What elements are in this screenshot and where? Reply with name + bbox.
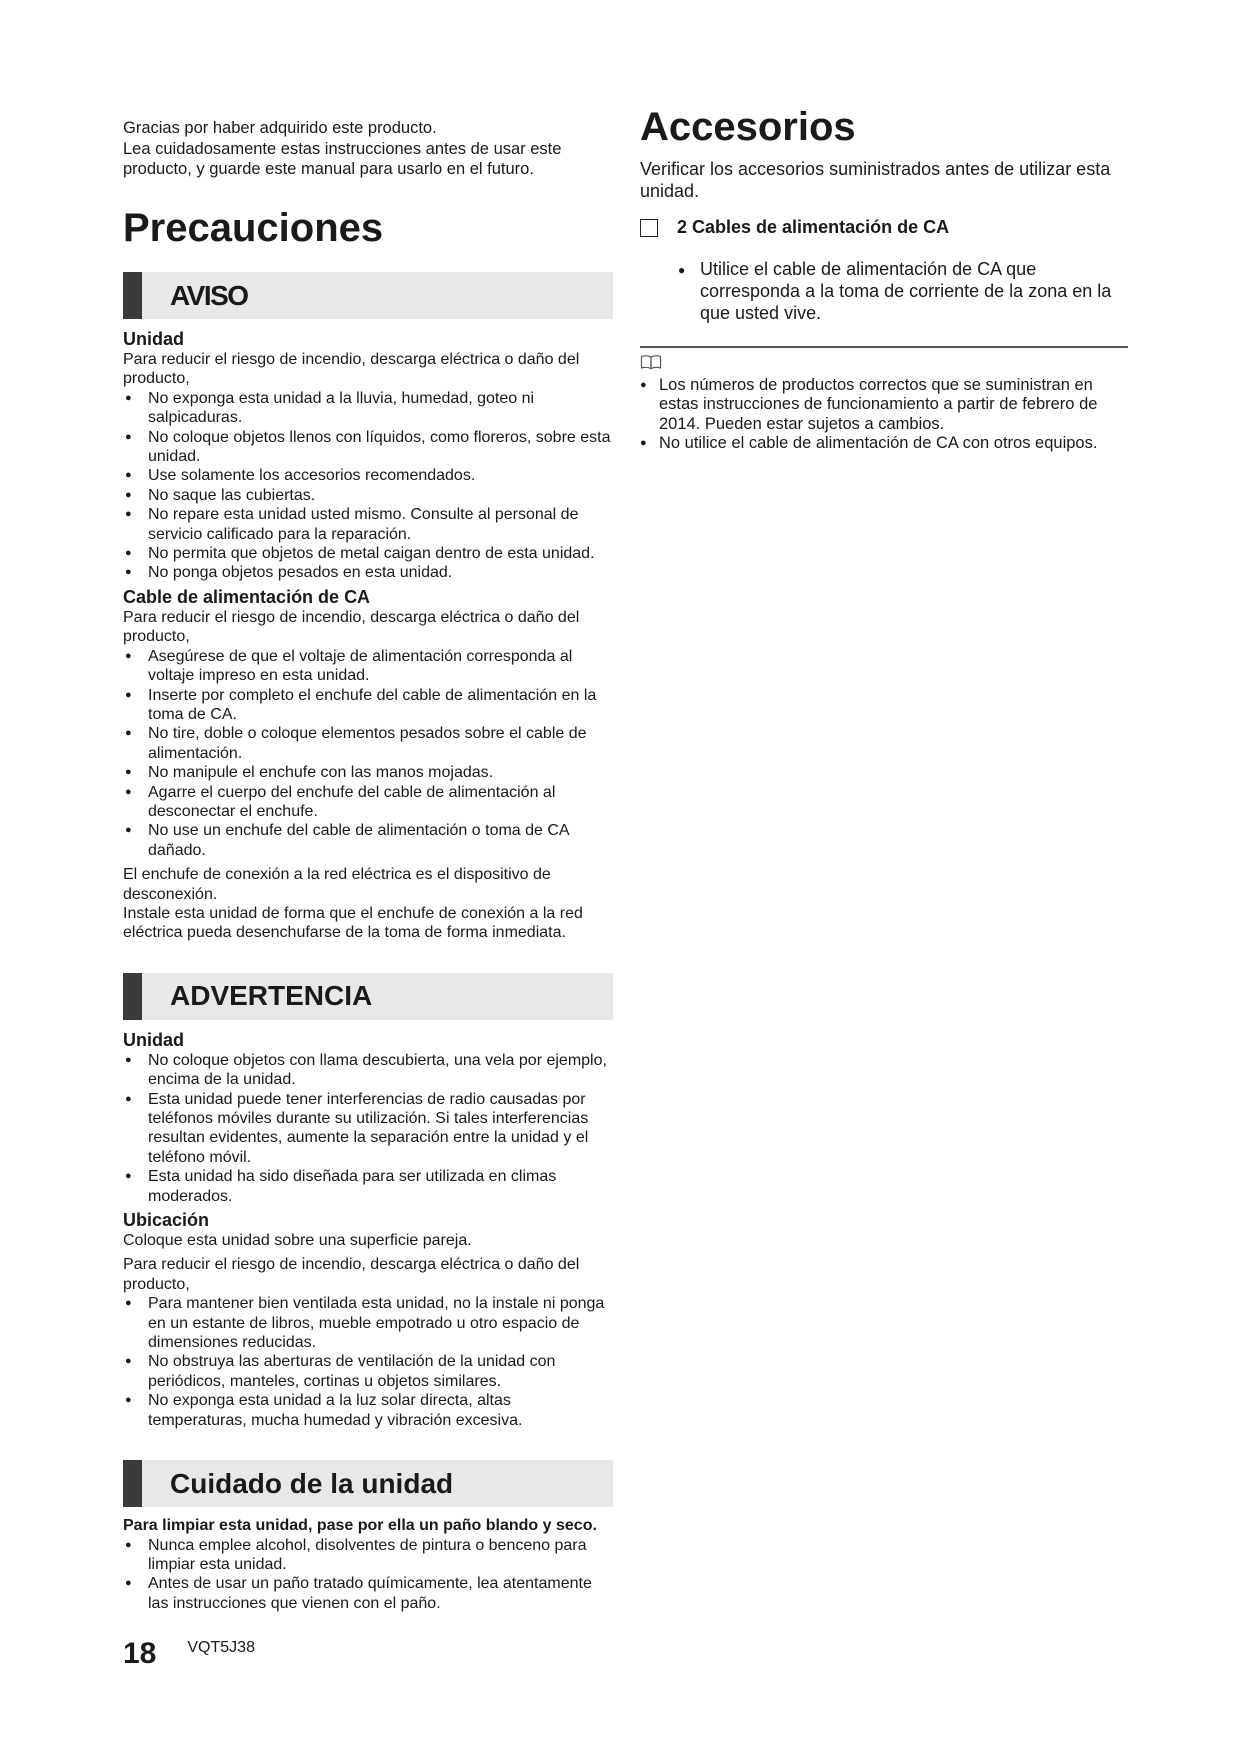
list-item: ● No repare esta unidad usted mismo. Consulte al personal de servicio calificado para la reparación. — [123, 505, 613, 544]
list-item: ● Antes de usar un paño tratado químicamente, lea atentamente las instrucciones que vienen con el paño. — [123, 1574, 613, 1613]
list-item: ● No obstruya las aberturas de ventilación de la unidad con periódicos, manteles, cortinas u objetos similares. — [123, 1352, 613, 1391]
list-item: ● Use solamente los accesorios recomendados. — [123, 466, 613, 485]
banner-bar — [123, 973, 142, 1020]
ubicacion-list — [123, 1294, 613, 1430]
cable-heading: Cable de alimentación de CA — [123, 586, 371, 607]
list-item: ● No utilice el cable de alimentación de CA con otros equipos. — [640, 434, 1130, 453]
advertencia-banner — [123, 973, 613, 1020]
advertencia-unidad-heading: Unidad — [123, 1029, 184, 1050]
list-item: ● No coloque objetos llenos con líquidos, como floreros, sobre esta unidad. — [123, 428, 613, 467]
aviso-unidad-list — [123, 389, 613, 583]
intro — [123, 118, 613, 179]
ubicacion-line-1: Coloque esta unidad sobre una superficie pareja. — [123, 1232, 472, 1250]
cuidado-bold-line: Para limpiar esta unidad, pase por ella un paño blando y seco. — [123, 1517, 597, 1535]
list-item: ● Nunca emplee alcohol, disolventes de pintura o benceno para limpiar esta unidad. — [123, 1536, 613, 1575]
list-item: ● Esta unidad ha sido diseñada para ser utilizada en climas moderados. — [123, 1167, 613, 1206]
list-item: ● No use un enchufe del cable de alimentación o toma de CA dañado. — [123, 821, 613, 860]
list-item: ● No coloque objetos con llama descubierta, una vela por ejemplo, encima de la unidad. — [123, 1051, 613, 1090]
page-number: 18 — [123, 1637, 157, 1670]
banner-bar — [123, 1460, 142, 1507]
list-item: ● No tire, doble o coloque elementos pesados sobre el cable de alimentación. — [123, 724, 613, 763]
list-item: ● Asegúrese de que el voltaje de alimentación corresponda al voltaje impreso en esta unidad. — [123, 647, 613, 686]
right-column — [640, 104, 1130, 454]
list-item: ● No ponga objetos pesados en esta unidad. — [123, 563, 613, 582]
note-block — [640, 354, 1130, 454]
precauciones-title: Precauciones — [123, 206, 384, 250]
ubicacion-intro: Para reducir el riesgo de incendio, descarga eléctrica o daño del producto, — [123, 1256, 580, 1293]
document-code: VQT5J38 — [187, 1639, 255, 1656]
cuidado-banner — [123, 1460, 613, 1507]
cable-note-1: El enchufe de conexión a la red eléctrica es el dispositivo de desconexión. — [123, 866, 551, 903]
aviso-unidad-heading: Unidad — [123, 329, 184, 349]
ubicacion-heading: Ubicación — [123, 1210, 210, 1231]
list-item: ● Esta unidad puede tener interferencias de radio causadas por teléfonos móviles durante su utilización. Si tales interferencias resultan evidentes, aumente la separación entre la unidad y el teléfono móvil. — [123, 1090, 613, 1168]
list-item: ● Para mantener bien ventilada esta unidad, no la instale ni ponga en un estante de libros, mueble empotrado u otro espacio de dimensiones reducidas. — [123, 1294, 613, 1352]
banner-bar — [123, 272, 142, 319]
accesorios-intro: Verificar los accesorios suministrados antes de utilizar esta unidad. — [640, 159, 1111, 201]
accessory-bullet-list — [640, 258, 1130, 324]
cable-note-2: Instale esta unidad de forma que el enchufe de conexión a la red eléctrica pueda desenchufarse de la toma de forma inmediata. — [123, 904, 583, 942]
accessory-item — [640, 217, 1130, 238]
cable-list — [123, 647, 613, 860]
cable-intro: Para reducir el riesgo de incendio, descarga eléctrica o daño del producto, — [123, 608, 580, 646]
cuidado-list — [123, 1536, 613, 1614]
list-item: ● Utilice el cable de alimentación de CA que corresponda a la toma de corriente de la zona en la que usted vive. — [640, 258, 1130, 324]
list-item: ● Agarre el cuerpo del enchufe del cable de alimentación al desconectar el enchufe. — [123, 783, 613, 822]
list-item: ● No manipule el enchufe con las manos mojadas. — [123, 763, 613, 782]
accessory-label: 2 Cables de alimentación de CA — [677, 217, 950, 237]
book-icon — [640, 354, 1130, 370]
intro-line-1: Gracias por haber adquirido este producto. — [123, 119, 437, 137]
checkbox-icon — [640, 219, 658, 237]
advertencia-unidad-list — [123, 1051, 613, 1206]
accesorios-title: Accesorios — [640, 105, 856, 149]
page-footer — [123, 1637, 255, 1671]
note-list — [640, 376, 1130, 454]
list-item: ● Inserte por completo el enchufe del cable de alimentación en la toma de CA. — [123, 686, 613, 725]
list-item: ● No exponga esta unidad a la lluvia, humedad, goteo ni salpicaduras. — [123, 389, 613, 428]
aviso-banner-title: AVISO — [170, 279, 248, 311]
intro-line-2: Lea cuidadosamente estas instrucciones antes de usar este producto, y guarde este manual para usarlo en el futuro. — [123, 140, 562, 178]
cuidado-banner-title: Cuidado de la unidad — [170, 1467, 454, 1499]
advertencia-banner-title: ADVERTENCIA — [170, 980, 373, 1012]
list-item: ● No saque las cubiertas. — [123, 486, 613, 505]
list-item: ● No permita que objetos de metal caigan dentro de esta unidad. — [123, 544, 613, 563]
list-item: ● Los números de productos correctos que se suministran en estas instrucciones de funcionamiento a partir de febrero de 2014. Pueden estar sujetos a cambios. — [640, 376, 1130, 434]
left-column — [123, 118, 613, 1613]
aviso-banner — [123, 272, 613, 319]
divider — [640, 346, 1128, 348]
list-item: ● No exponga esta unidad a la luz solar directa, altas temperaturas, mucha humedad y vibración excesiva. — [123, 1391, 613, 1430]
aviso-unidad-intro: Para reducir el riesgo de incendio, descarga eléctrica o daño del producto, — [123, 351, 580, 388]
